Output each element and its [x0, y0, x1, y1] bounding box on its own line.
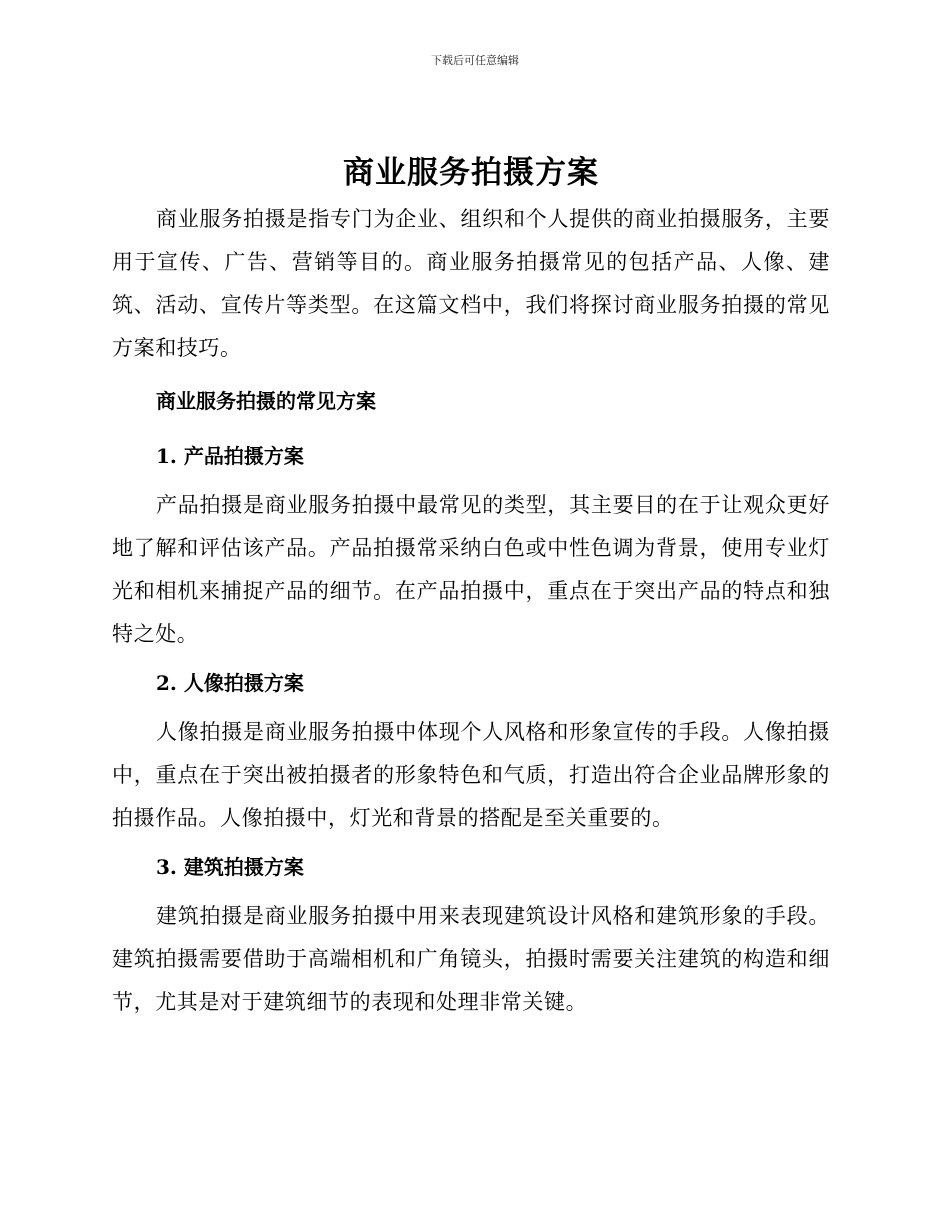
subsection-body-architecture: 建筑拍摄是商业服务拍摄中用来表现建筑设计风格和建筑形象的手段。建筑拍摄需要借助于高端相机和广角镜头，拍摄时需要关注建筑的构造和细节，尤其是对于建筑细节的表现和处理非常关键。 — [112, 904, 830, 1014]
document-title: 商业服务拍摄方案 — [343, 155, 599, 191]
document-body — [112, 148, 830, 1024]
subsection-body-product: 产品拍摄是商业服务拍摄中最常见的类型，其主要目的在于让观众更好地了解和评估该产品。产品拍摄常采纳白色或中性色调为背景，使用专业灯光和相机来捕捉产品的细节。在产品拍摄中，重点在于突出产品的特点和独特之处。 — [112, 493, 830, 646]
intro-paragraph: 商业服务拍摄是指专门为企业、组织和个人提供的商业拍摄服务，主要用于宣传、广告、营销等目的。商业服务拍摄常见的包括产品、人像、建筑、活动、宣传片等类型。在这篇文档中，我们将探讨商业服务拍摄的常见方案和技巧。 — [112, 207, 830, 360]
subsection-heading-portrait: 2. 人像拍摄方案 — [156, 671, 304, 695]
subsection-heading-architecture: 3. 建筑拍摄方案 — [156, 855, 304, 879]
subsection-body-portrait: 人像拍摄是商业服务拍摄中体现个人风格和形象宣传的手段。人像拍摄中，重点在于突出被拍摄者的形象特色和气质，打造出符合企业品牌形象的拍摄作品。人像拍摄中，灯光和背景的搭配是至关重要的。 — [112, 720, 830, 830]
subsection-heading-product: 1. 产品拍摄方案 — [156, 444, 304, 468]
section-heading: 商业服务拍摄的常见方案 — [156, 389, 376, 413]
page-header-note: 下载后可任意编辑 — [431, 54, 519, 67]
